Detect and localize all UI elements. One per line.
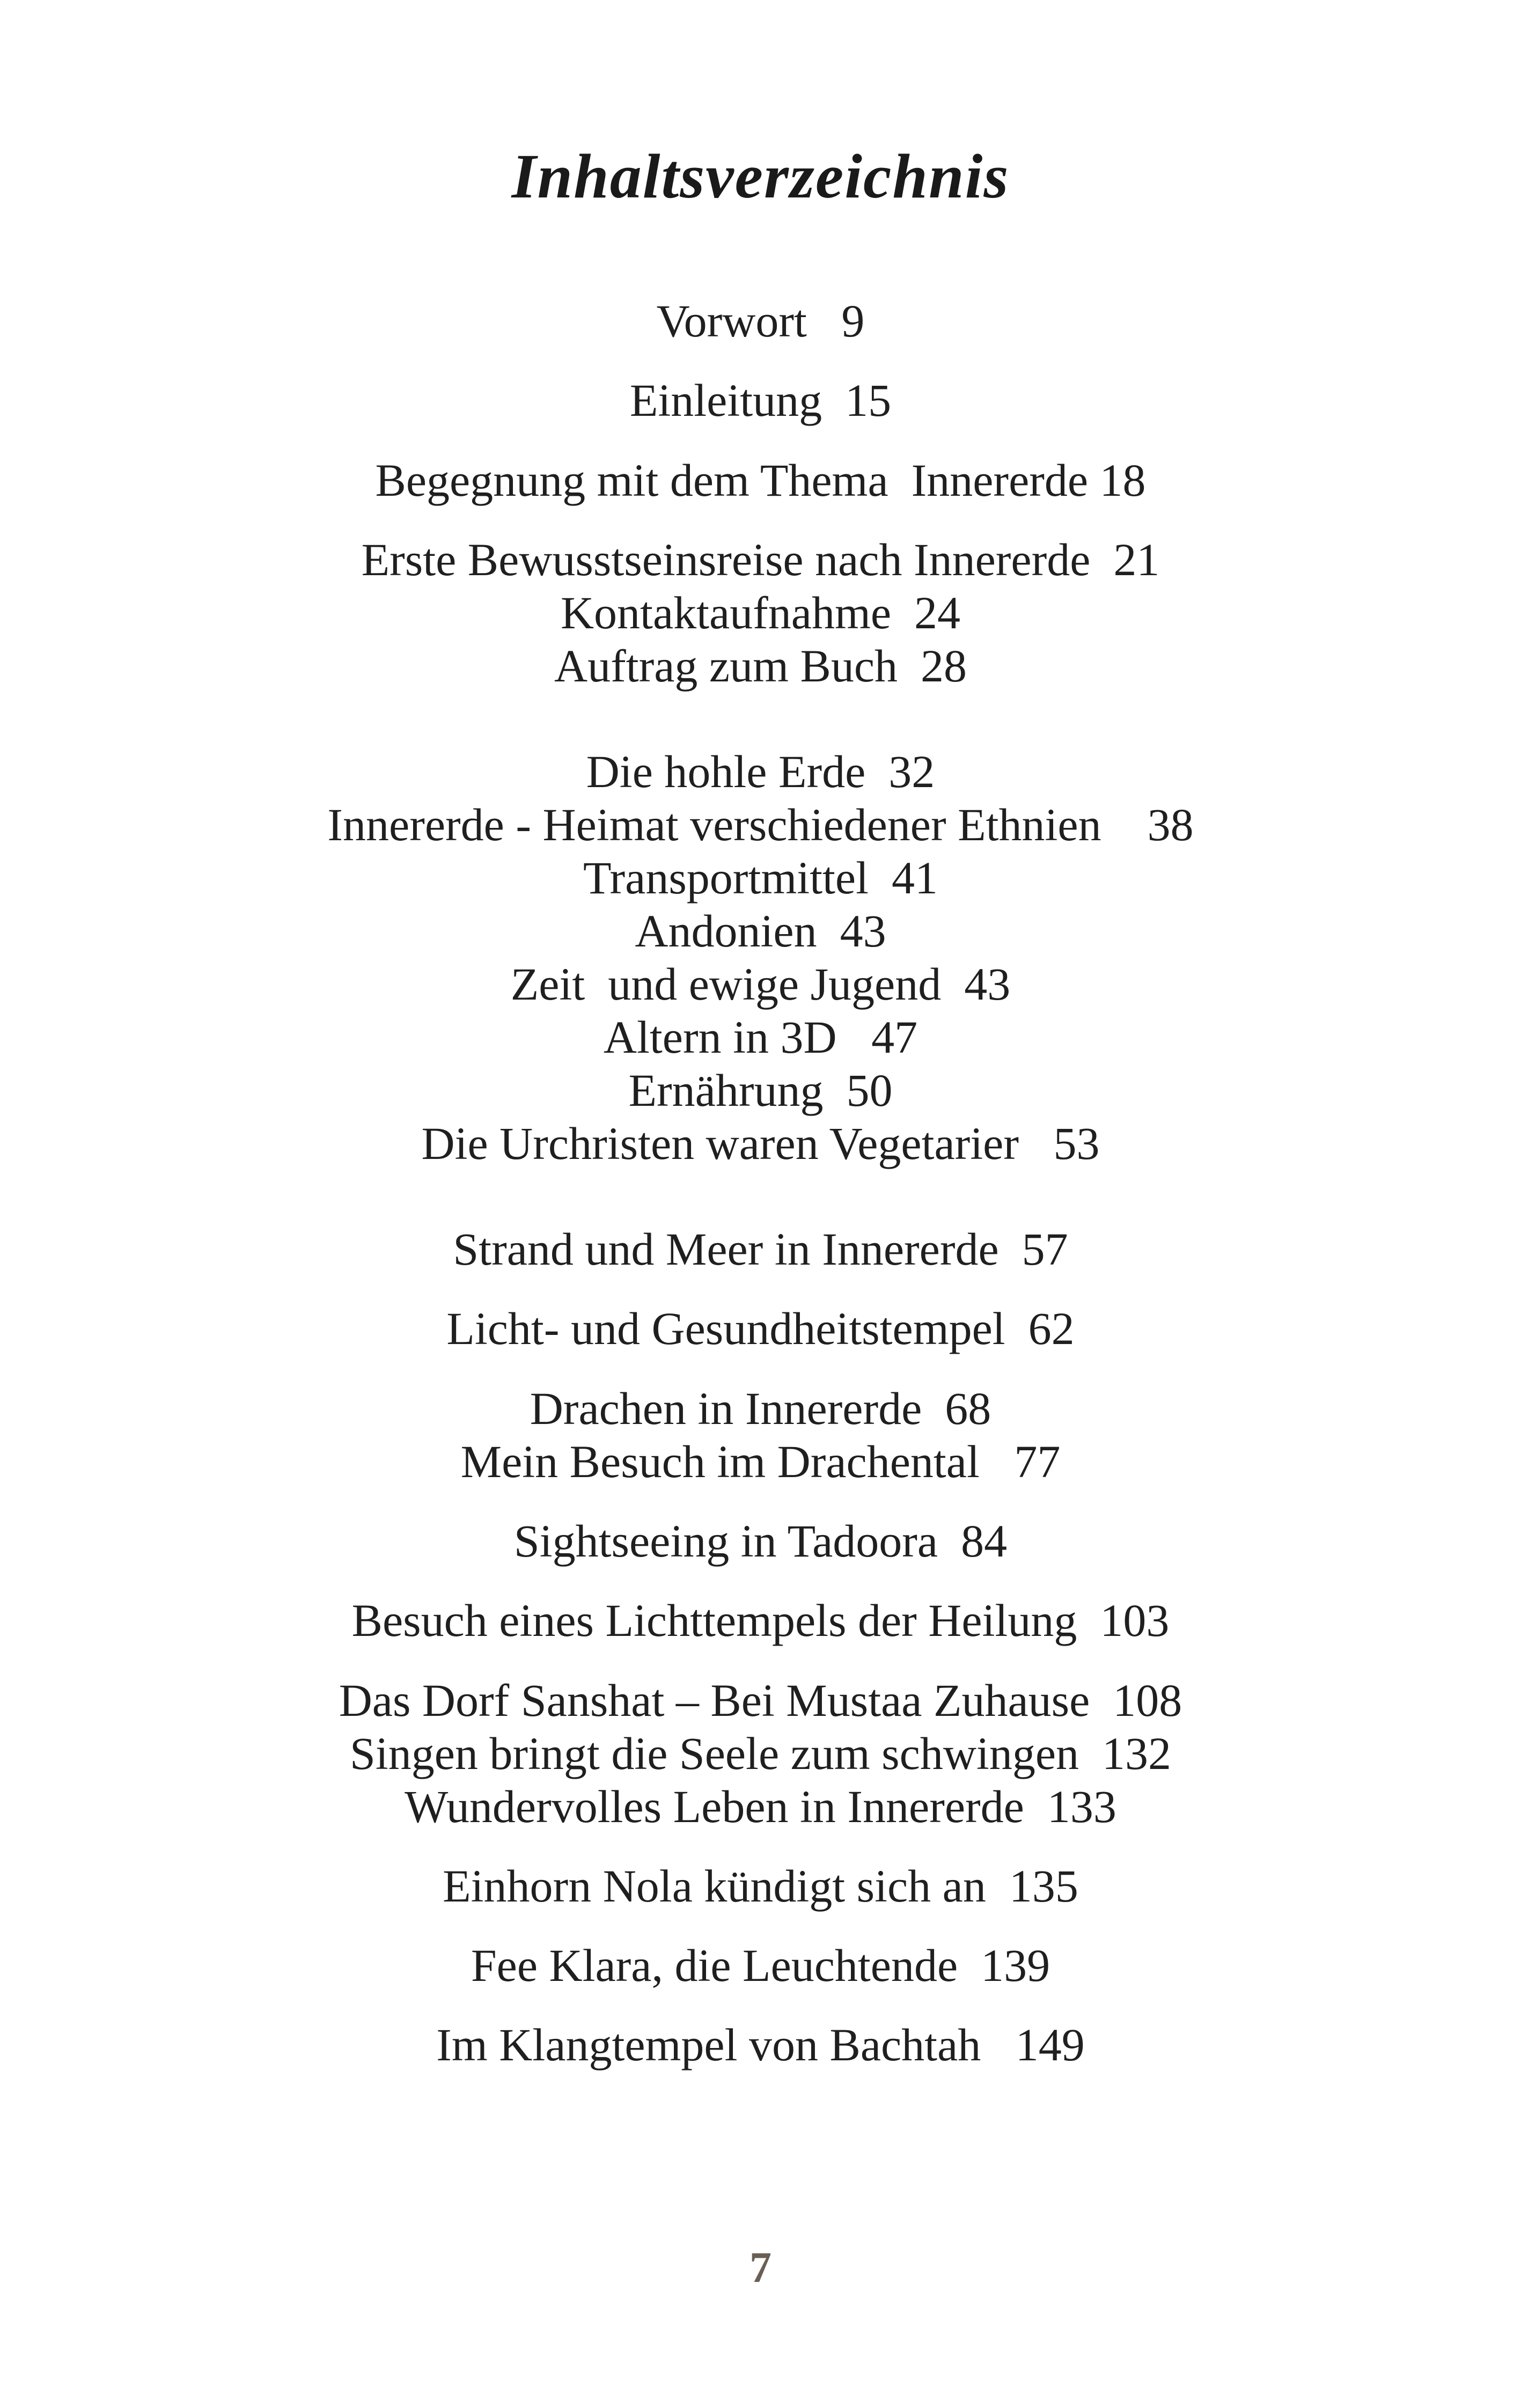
toc-entry: Mein Besuch im Drachental 77 [460,1436,1061,1487]
toc-entry: Besuch eines Lichttempels der Heilung 103 [351,1595,1170,1646]
toc-entry: Licht- und Gesundheitstempel 62 [446,1303,1075,1354]
toc-entry: Zeit und ewige Jugend 43 [510,958,1011,1010]
toc-entry: Einleitung 15 [629,375,892,426]
toc-entry: Das Dorf Sanshat – Bei Mustaa Zuhause 108 [339,1675,1182,1726]
toc-entry: Ernährung 50 [628,1064,893,1116]
toc-entry: Die Urchristen waren Vegetarier 53 [421,1118,1100,1169]
toc-entry: Vorwort 9 [656,295,865,347]
toc-entry: Drachen in Innererde 68 [530,1383,991,1434]
toc-entry: Innererde - Heimat verschiedener Ethnien 38 [327,799,1194,850]
page-number: 7 [750,2243,771,2292]
page-title: Inhaltsverzeichnis [511,141,1010,211]
toc-entry: Wundervolles Leben in Innererde 133 [405,1781,1116,1832]
toc-entry: Fee Klara, die Leuchtende 139 [471,1940,1050,1991]
toc-entry: Auftrag zum Buch 28 [554,640,967,692]
toc-entry: Begegnung mit dem Thema Innererde 18 [375,454,1146,506]
toc-entry: Sightseeing in Tadoora 84 [513,1515,1008,1567]
toc-entry: Die hohle Erde 32 [586,746,935,797]
toc-entry: Andonien 43 [635,905,886,957]
toc-entry: Strand und Meer in Innererde 57 [453,1223,1068,1275]
toc-entry: Erste Bewusstseinsreise nach Innererde 21 [361,534,1160,585]
toc-entry: Transportmittel 41 [583,852,938,904]
toc-entry: Singen bringt die Seele zum schwingen 132 [350,1728,1171,1779]
toc-entry: Im Klangtempel von Bachtah 149 [436,2019,1085,2071]
toc-entry: Einhorn Nola kündigt sich an 135 [443,1860,1078,1912]
toc-entry: Altern in 3D 47 [603,1011,918,1063]
toc-entry: Kontaktaufnahme 24 [560,587,961,638]
